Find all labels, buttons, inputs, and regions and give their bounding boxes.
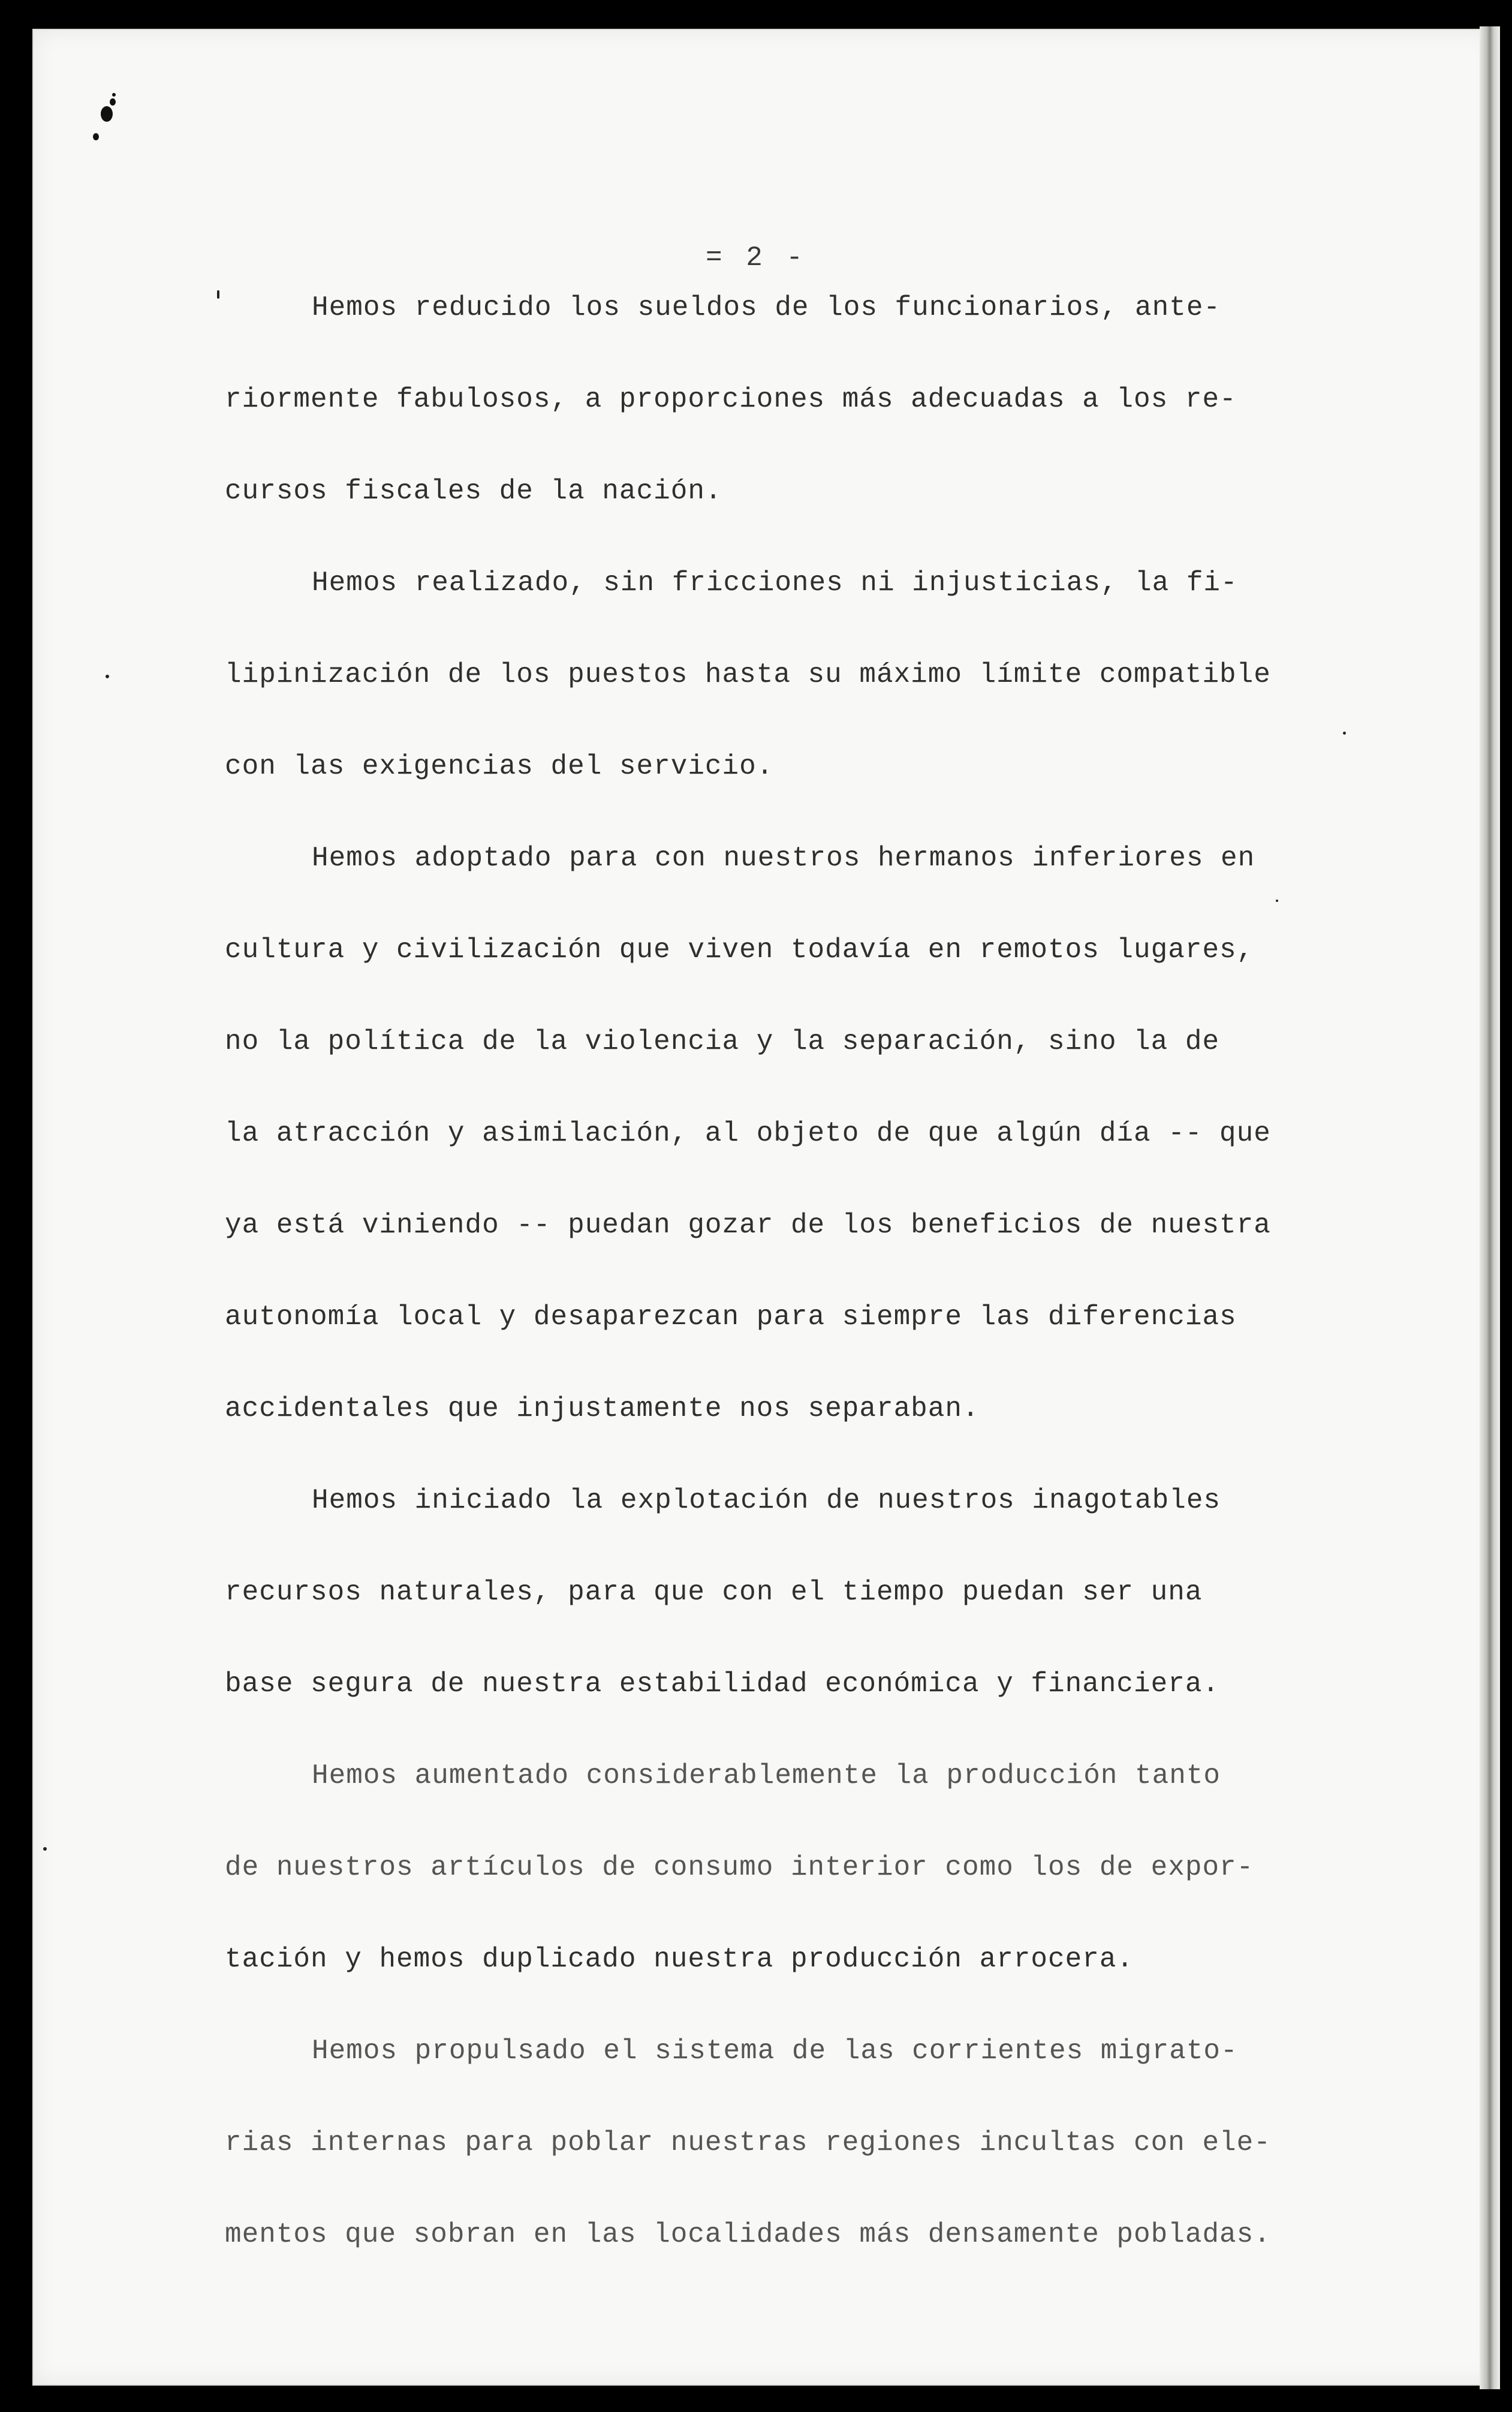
text-line: cultura y civilización que viven todavía en remotos lugares, [225,934,1254,966]
ink-speck [1276,900,1278,902]
text-line: tación y hemos duplicado nuestra producción arrocera. [225,1944,1134,1975]
ink-speck [217,290,219,299]
page-number: = 2 - [705,242,807,273]
text-line: con las exigencias del servicio. [225,751,774,782]
ink-speck [1343,732,1346,735]
text-line: riormente fabulosos, a proporciones más adecuadas a los re- [225,384,1237,415]
text-line: lipinización de los puestos hasta su máximo límite compatible [225,659,1271,690]
text-line: Hemos adoptado para con nuestros hermanos inferiores en [312,843,1255,874]
ink-speck [43,1847,47,1851]
text-line: Hemos realizado, sin fricciones ni injusticias, la fi- [312,567,1238,599]
text-line: no la política de la violencia y la separación, sino la de [225,1026,1220,1057]
text-line: Hemos reducido los sueldos de los funcionarios, ante- [312,292,1221,323]
text-line: autonomía local y desaparezcan para siempre las diferencias [225,1301,1237,1333]
text-line: de nuestros artículos de consumo interior como los de expor- [225,1852,1254,1883]
document-body [225,287,1328,2305]
text-line: mentos que sobran en las localidades más densamente pobladas. [225,2219,1271,2250]
text-line: la atracción y asimilación, al objeto de que algún día -- que [225,1118,1271,1149]
text-line: Hemos iniciado la explotación de nuestros inagotables [312,1485,1221,1516]
text-line: Hemos propulsado el sistema de las corrientes migrato- [312,2035,1238,2067]
text-line: cursos fiscales de la nación. [225,476,722,507]
text-line: Hemos aumentado considerablemente la producción tanto [312,1760,1221,1791]
ink-blot-mark [90,90,126,144]
text-line: ya está viniendo -- puedan gozar de los beneficios de nuestra [225,1210,1271,1241]
text-line: rias internas para poblar nuestras regiones incultas con ele- [225,2127,1271,2158]
text-line: recursos naturales, para que con el tiempo puedan ser una [225,1577,1203,1608]
text-line: accidentales que injustamente nos separaban. [225,1393,980,1424]
page-edge [1480,26,1500,2389]
ink-speck [106,675,109,678]
text-line: base segura de nuestra estabilidad económica y financiera. [225,1668,1220,1700]
